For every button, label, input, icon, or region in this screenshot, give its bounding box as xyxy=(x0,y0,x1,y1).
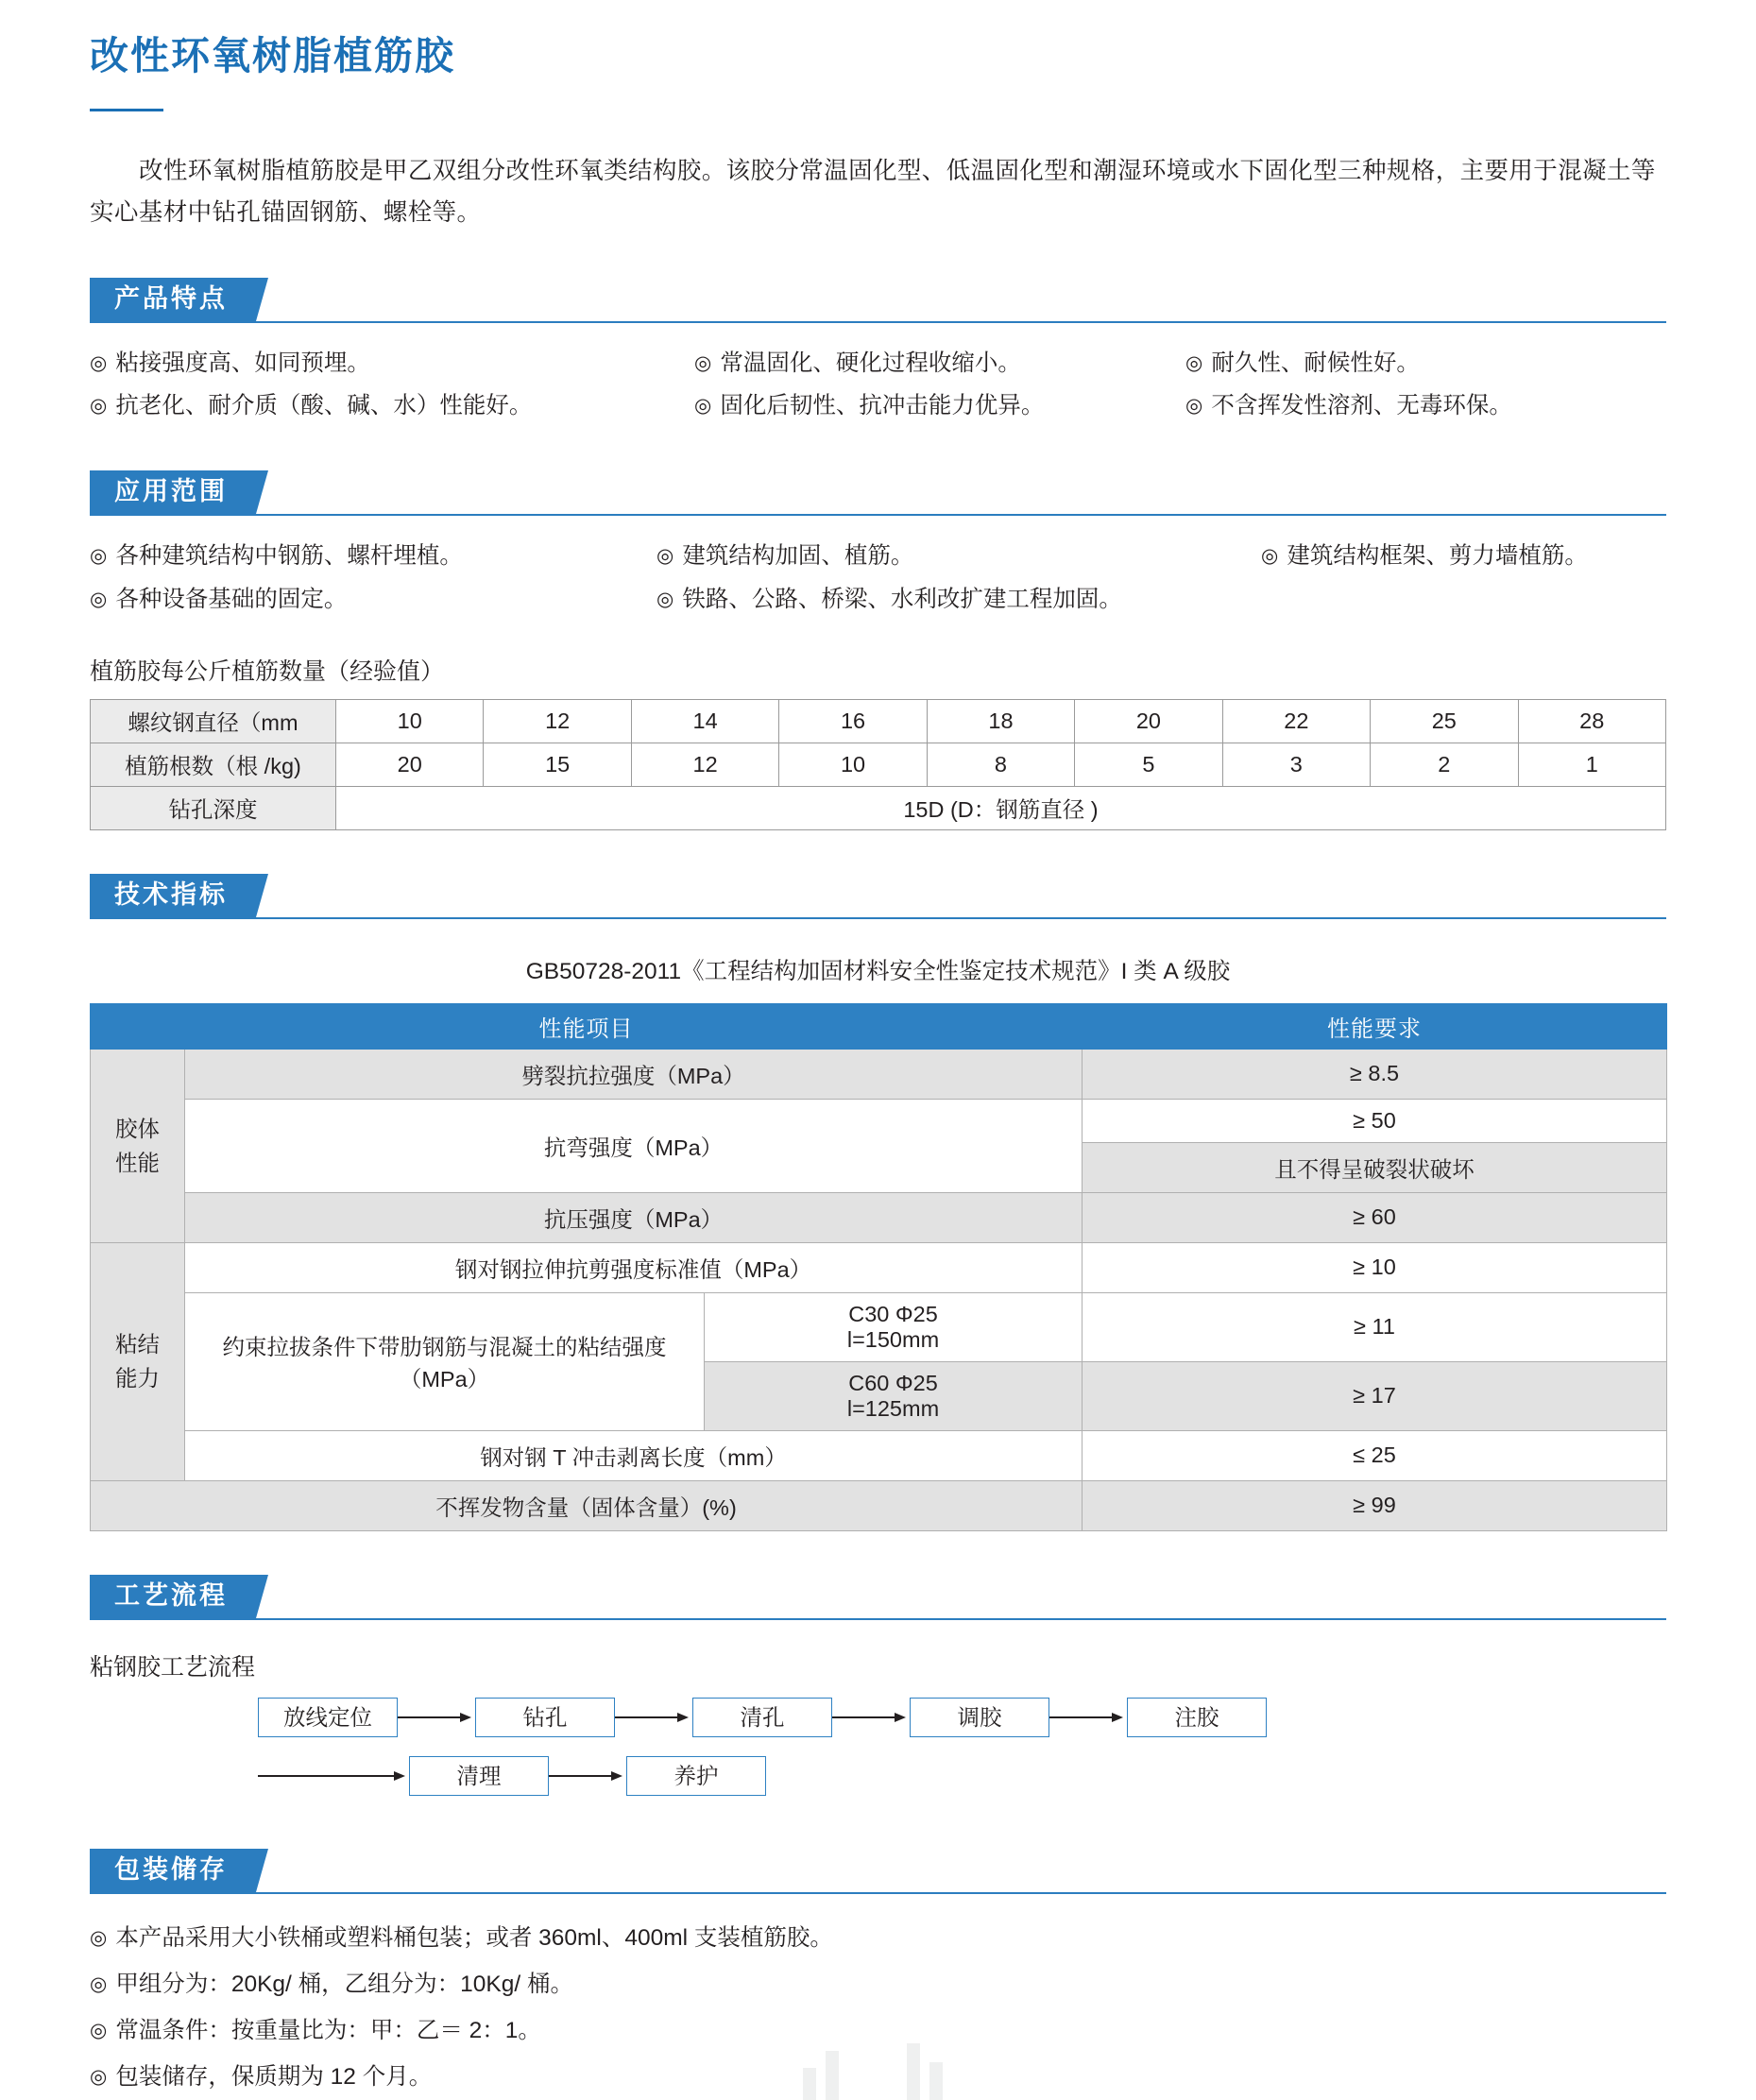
table-cell-req: 且不得呈破裂状破坏 xyxy=(1083,1142,1667,1192)
table-cell-req: ≥ 99 xyxy=(1083,1480,1667,1530)
features-list xyxy=(90,342,1666,428)
table-cell-item: 钢对钢拉伸抗剪强度标准值（MPa） xyxy=(185,1242,1083,1292)
application-list xyxy=(90,535,1666,621)
table-row xyxy=(91,1049,1667,1099)
subitem-line2: l=125mm xyxy=(846,1395,940,1421)
section-features xyxy=(90,278,1666,428)
list-item xyxy=(90,342,694,384)
subitem-line1: C60 Φ25 xyxy=(848,1370,938,1395)
bullet-icon: ◎ xyxy=(90,588,108,610)
standard-reference: GB50728-2011《工程结构加固材料安全性鉴定技术规范》I 类 A 级胶 xyxy=(525,958,1231,984)
table-cell-req: ≥ 50 xyxy=(1083,1099,1667,1142)
table-cell-req: ≥ 60 xyxy=(1083,1192,1667,1242)
list-item xyxy=(90,1915,1666,1961)
table-row xyxy=(91,699,1666,743)
table-cell: 22 xyxy=(1222,699,1370,743)
bullet-icon: ◎ xyxy=(90,1972,108,1995)
bullet-icon: ◎ xyxy=(694,351,712,374)
bullet-icon: ◎ xyxy=(90,2065,108,2088)
section-tag-application: 应用范围 xyxy=(90,470,256,514)
list-item xyxy=(1185,384,1666,427)
section-packaging xyxy=(90,1849,1666,2100)
rebar-row3-head: 钻孔深度 xyxy=(91,786,336,829)
table-cell: 10 xyxy=(779,743,927,786)
flow-step-6: 清理 xyxy=(409,1756,549,1796)
section-application xyxy=(90,470,1666,830)
flow-step-7: 养护 xyxy=(626,1756,766,1796)
title-underline xyxy=(90,109,163,111)
table-cell: 25 xyxy=(1371,699,1518,743)
table-cell-item: 抗压强度（MPa） xyxy=(185,1192,1083,1242)
list-item xyxy=(694,384,1185,427)
list-item-label: 本产品采用大小铁桶或塑料桶包装；或者 360ml、400ml 支装植筋胶。 xyxy=(115,1924,833,1951)
technical-table xyxy=(90,1003,1667,1531)
table-cell-item: 抗弯强度（MPa） xyxy=(185,1099,1083,1192)
table-cell-subitem xyxy=(705,1361,1083,1430)
list-item-label: 各种建筑结构中钢筋、螺杆埋植。 xyxy=(115,543,463,570)
flow-title: 粘钢胶工艺流程 xyxy=(90,1653,256,1681)
table-row xyxy=(91,1099,1667,1142)
list-item-empty xyxy=(1261,578,1666,621)
flow-step-1: 放线定位 xyxy=(258,1698,398,1737)
table-cell-item: 钢对钢 T 冲击剥离长度（mm） xyxy=(185,1430,1083,1480)
table-cell: 16 xyxy=(779,699,927,743)
flow-step-5: 注胶 xyxy=(1127,1698,1267,1737)
table-cell-item: 约束拉拔条件下带肋钢筋与混凝土的粘结强度（MPa） xyxy=(185,1292,705,1430)
flow-row-1 xyxy=(258,1688,1666,1747)
list-item xyxy=(90,384,694,427)
bullet-icon: ◎ xyxy=(90,395,108,418)
flow-step-4: 调胶 xyxy=(910,1698,1049,1737)
arrow-icon xyxy=(549,1771,626,1781)
row-group-bond-capacity xyxy=(91,1242,185,1480)
rebar-row3-value: 15D (D：钢筋直径 ) xyxy=(336,786,1666,829)
group-label-line1: 胶体 xyxy=(115,1116,160,1141)
list-item xyxy=(694,342,1185,384)
table-header-row xyxy=(91,1003,1667,1049)
table-cell: 2 xyxy=(1371,743,1518,786)
list-item-label: 常温固化、硬化过程收缩小。 xyxy=(720,350,1021,376)
list-item-label: 各种设备基础的固定。 xyxy=(115,586,348,612)
section-header-technical xyxy=(90,874,1666,919)
section-technical xyxy=(90,874,1666,1531)
table-cell: 20 xyxy=(1075,699,1222,743)
bullet-icon: ◎ xyxy=(90,2019,108,2041)
list-item xyxy=(90,535,656,577)
arrow-icon xyxy=(398,1713,475,1722)
arrow-icon xyxy=(615,1713,692,1722)
list-item xyxy=(90,2007,1666,2054)
arrow-icon xyxy=(258,1771,409,1781)
subitem-line1: C30 Φ25 xyxy=(848,1301,938,1326)
packaging-list xyxy=(90,1915,1666,2100)
list-item-label: 包装储存，保质期为 12 个月。 xyxy=(115,2063,433,2090)
table-row xyxy=(91,1292,1667,1361)
table-row xyxy=(91,1192,1667,1242)
table-cell: 12 xyxy=(631,743,778,786)
section-header-packaging xyxy=(90,1849,1666,1894)
list-item-label: 抗老化、耐介质（酸、碱、水）性能好。 xyxy=(115,393,533,419)
list-item xyxy=(656,535,1261,577)
group-label-line2: 能力 xyxy=(115,1366,160,1391)
group-label-line2: 性能 xyxy=(115,1150,160,1175)
flow-diagram xyxy=(258,1688,1666,1805)
bullet-icon: ◎ xyxy=(656,545,674,568)
list-item xyxy=(1185,342,1666,384)
bullet-icon: ◎ xyxy=(694,395,712,418)
list-item xyxy=(90,1961,1666,2007)
list-item-label: 建筑结构框架、剪力墙植筋。 xyxy=(1287,543,1588,570)
row-group-body-performance xyxy=(91,1049,185,1242)
table-cell-req: ≥ 10 xyxy=(1083,1242,1667,1292)
rebar-row1-head: 螺纹钢直径（mm xyxy=(91,699,336,743)
page-title: 改性环氧树脂植筋胶 xyxy=(90,34,455,77)
section-header-process xyxy=(90,1575,1666,1620)
list-item xyxy=(90,578,656,621)
flow-row-2 xyxy=(258,1747,1666,1805)
arrow-icon xyxy=(832,1713,910,1722)
rebar-row2-head: 植筋根数（根 /kg) xyxy=(91,743,336,786)
col-header-item: 性能项目 xyxy=(91,1003,1083,1049)
list-item-label: 固化后韧性、抗冲击能力优异。 xyxy=(720,393,1045,419)
section-process xyxy=(90,1575,1666,1805)
list-item xyxy=(1261,535,1666,577)
rebar-table-title: 植筋胶每公斤植筋数量（经验值） xyxy=(90,657,445,685)
table-cell: 10 xyxy=(336,699,484,743)
intro-paragraph: 改性环氧树脂植筋胶是甲乙双组分改性环氧类结构胶。该胶分常温固化型、低温固化型和潮湿环境或水下固化型三种规格，主要用于混凝土等实心基材中钻孔锚固钢筋、螺栓等。 xyxy=(90,158,1656,226)
table-cell-subitem xyxy=(705,1292,1083,1361)
flow-step-2: 钻孔 xyxy=(475,1698,615,1737)
section-tag-technical: 技术指标 xyxy=(90,874,256,917)
bullet-icon: ◎ xyxy=(656,588,674,610)
table-cell: 15 xyxy=(484,743,631,786)
section-tag-packaging: 包装储存 xyxy=(90,1849,256,1892)
table-cell: 3 xyxy=(1222,743,1370,786)
table-cell-req: ≥ 11 xyxy=(1083,1292,1667,1361)
table-cell: 12 xyxy=(484,699,631,743)
list-item-label: 耐久性、耐候性好。 xyxy=(1211,350,1420,376)
table-row xyxy=(91,786,1666,829)
list-item-label: 粘接强度高、如同预埋。 xyxy=(115,350,370,376)
table-row xyxy=(91,1430,1667,1480)
table-row xyxy=(91,743,1666,786)
table-cell: 20 xyxy=(336,743,484,786)
bullet-icon: ◎ xyxy=(1185,351,1203,374)
list-item-label: 建筑结构加固、植筋。 xyxy=(682,543,914,570)
bullet-icon: ◎ xyxy=(90,351,108,374)
table-cell-item: 不挥发物含量（固体含量）(%) xyxy=(91,1480,1083,1530)
bullet-icon: ◎ xyxy=(90,545,108,568)
bullet-icon: ◎ xyxy=(1261,545,1279,568)
arrow-icon xyxy=(1049,1713,1127,1722)
bullet-icon: ◎ xyxy=(1185,395,1203,418)
table-cell-req: ≥ 17 xyxy=(1083,1361,1667,1430)
table-cell: 8 xyxy=(927,743,1074,786)
list-item xyxy=(656,578,1261,621)
list-item-label: 常温条件：按重量比为：甲：乙＝ 2：1。 xyxy=(115,2017,541,2043)
table-cell-item: 劈裂抗拉强度（MPa） xyxy=(185,1049,1083,1099)
flow-step-3: 清孔 xyxy=(692,1698,832,1737)
list-item-label: 铁路、公路、桥梁、水利改扩建工程加固。 xyxy=(682,586,1122,612)
rebar-table xyxy=(90,699,1666,830)
list-item-label: 甲组分为：20Kg/ 桶，乙组分为：10Kg/ 桶。 xyxy=(115,1971,573,1997)
table-cell: 28 xyxy=(1518,699,1666,743)
table-cell-req: ≤ 25 xyxy=(1083,1430,1667,1480)
table-row xyxy=(91,1480,1667,1530)
col-header-requirement: 性能要求 xyxy=(1083,1003,1667,1049)
section-header-features xyxy=(90,278,1666,323)
table-row xyxy=(91,1242,1667,1292)
bullet-icon: ◎ xyxy=(90,1926,108,1949)
subitem-line2: l=150mm xyxy=(846,1326,940,1352)
section-tag-process: 工艺流程 xyxy=(90,1575,256,1618)
table-cell: 5 xyxy=(1075,743,1222,786)
section-tag-features: 产品特点 xyxy=(90,278,256,321)
table-cell: 18 xyxy=(927,699,1074,743)
table-cell: 14 xyxy=(631,699,778,743)
list-item xyxy=(90,2054,1666,2100)
table-cell-req: ≥ 8.5 xyxy=(1083,1049,1667,1099)
group-label-line1: 粘结 xyxy=(115,1332,160,1357)
table-cell: 1 xyxy=(1518,743,1666,786)
section-header-application xyxy=(90,470,1666,516)
list-item-label: 不含挥发性溶剂、无毒环保。 xyxy=(1211,393,1512,419)
